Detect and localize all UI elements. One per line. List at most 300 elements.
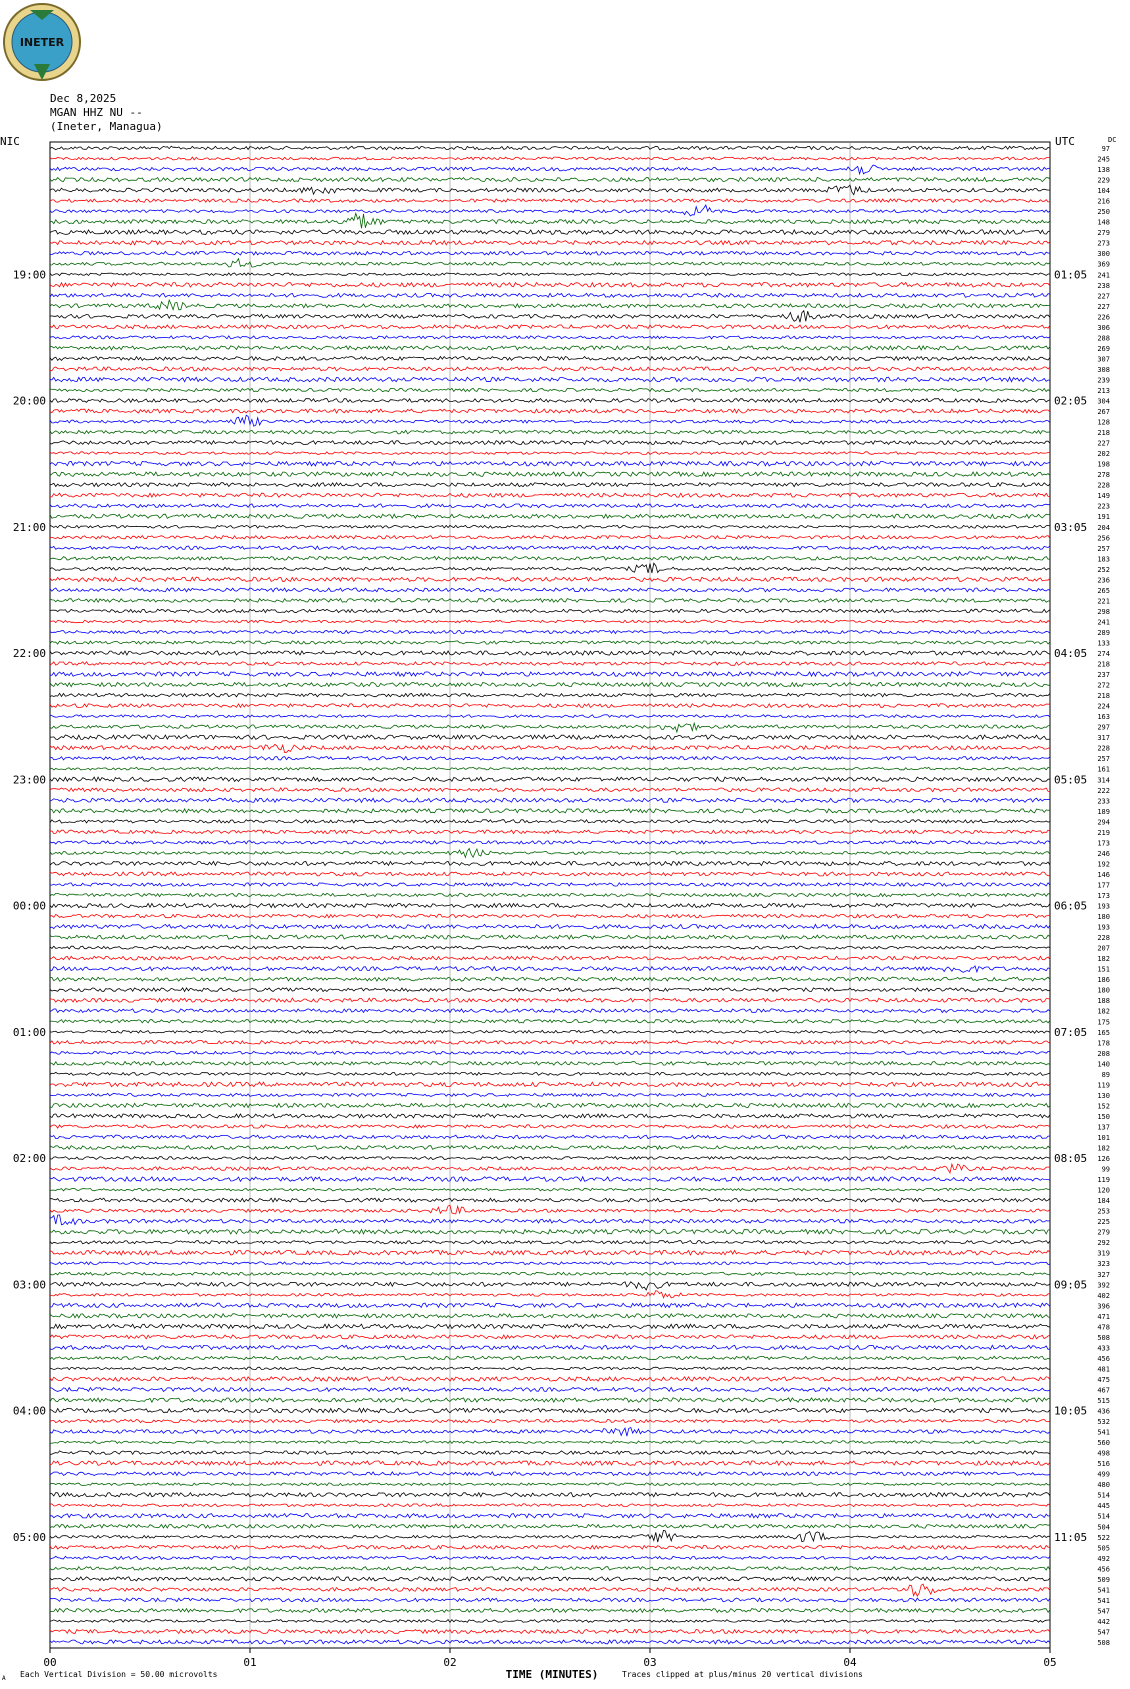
right-hour-label: 11:05 <box>1054 1530 1088 1544</box>
seismic-trace <box>50 788 1050 792</box>
dc-offset-label: 137 <box>1097 1123 1110 1132</box>
seismic-trace <box>50 1272 1050 1275</box>
dc-offset-label: 241 <box>1097 271 1110 280</box>
seismic-trace <box>50 1356 1050 1359</box>
x-tick-label: 00 <box>43 1656 57 1669</box>
dc-offset-label: 436 <box>1097 1407 1110 1416</box>
seismic-trace <box>50 1177 1050 1182</box>
dc-offset-label: 508 <box>1097 1639 1110 1647</box>
seismic-trace <box>50 641 1050 644</box>
seismic-trace <box>50 588 1050 592</box>
seismic-trace <box>50 988 1050 992</box>
left-hour-label: 05:00 <box>12 1530 46 1544</box>
seismic-trace <box>50 1388 1050 1392</box>
station-id: MGAN HHZ NU -- <box>50 106 143 119</box>
seismic-trace <box>50 1514 1050 1518</box>
dc-offset-label: 119 <box>1097 1176 1110 1185</box>
dc-offset-label: 560 <box>1097 1439 1110 1448</box>
dc-offset-label: 238 <box>1097 281 1110 290</box>
dc-offset-label: 481 <box>1097 1365 1110 1374</box>
left-hour-label: 04:00 <box>12 1404 46 1418</box>
dc-offset-label: 514 <box>1097 1512 1110 1521</box>
dc-offset-label: 178 <box>1097 1039 1110 1048</box>
seismic-trace <box>50 956 1050 960</box>
dc-offset-label: 269 <box>1097 344 1110 353</box>
seismic-trace <box>50 1303 1050 1307</box>
seismic-trace <box>50 620 1050 623</box>
seismic-trace <box>50 165 1050 174</box>
seismic-trace <box>50 1367 1050 1370</box>
dc-offset-label: 204 <box>1097 523 1110 532</box>
dc-offset-label: 218 <box>1097 429 1110 438</box>
dc-offset-label: 475 <box>1097 1375 1110 1384</box>
dc-offset-label: 314 <box>1097 776 1110 785</box>
seismic-trace <box>50 1524 1050 1528</box>
seismic-trace <box>50 1205 1050 1213</box>
dc-offset-label: 177 <box>1097 881 1110 890</box>
dc-offset-label: 182 <box>1097 955 1110 964</box>
dc-offset-label: 256 <box>1097 534 1110 543</box>
seismic-trace <box>50 357 1050 361</box>
seismic-trace <box>50 599 1050 603</box>
seismic-trace <box>50 536 1050 539</box>
seismic-trace <box>50 1051 1050 1054</box>
seismic-trace <box>50 1250 1050 1255</box>
seismic-trace <box>50 283 1050 288</box>
seismic-trace <box>50 715 1050 718</box>
seismic-trace <box>50 493 1050 497</box>
right-hour-label: 04:05 <box>1054 647 1088 661</box>
seismic-trace <box>50 483 1050 487</box>
logo-text: INETER <box>19 36 65 49</box>
seismic-trace <box>50 1030 1050 1033</box>
seismic-trace <box>50 1609 1050 1613</box>
seismic-trace <box>50 1009 1050 1013</box>
seismic-trace <box>50 1451 1050 1455</box>
dc-offset-label: 233 <box>1097 797 1110 806</box>
dc-offset-label: 152 <box>1097 1102 1110 1111</box>
seismic-trace <box>50 1135 1050 1139</box>
seismic-trace <box>50 744 1050 752</box>
seismic-trace <box>50 311 1050 323</box>
seismic-trace <box>50 777 1050 781</box>
seismic-trace <box>50 367 1050 371</box>
right-hour-label: 08:05 <box>1054 1152 1088 1166</box>
dc-offset-label: 505 <box>1097 1544 1110 1553</box>
dc-offset-label: 149 <box>1097 492 1110 501</box>
dc-offset-label: 273 <box>1097 239 1110 248</box>
dc-offset-label: 130 <box>1097 1091 1110 1100</box>
seismic-trace <box>50 1577 1050 1581</box>
dc-offset-label: 222 <box>1097 786 1110 795</box>
dc-offset-label: 227 <box>1097 439 1110 448</box>
scale-note: Each Vertical Division = 50.00 microvolts <box>20 1670 218 1679</box>
seismic-trace <box>50 1188 1050 1191</box>
right-hour-label: 10:05 <box>1054 1404 1088 1418</box>
right-hour-label: 02:05 <box>1054 394 1088 408</box>
dc-offset-label: 128 <box>1097 418 1110 427</box>
dc-offset-label: 467 <box>1097 1386 1110 1395</box>
seismic-trace <box>50 861 1050 865</box>
seismic-trace <box>50 273 1050 276</box>
seismic-trace <box>50 1324 1050 1329</box>
right-timezone-label: UTC <box>1055 135 1075 148</box>
dc-offset-label: 173 <box>1097 892 1110 900</box>
dc-offset-label: 126 <box>1097 1155 1110 1164</box>
dc-offset-label: 369 <box>1097 260 1110 269</box>
dc-offset-label: 161 <box>1097 765 1110 774</box>
dc-offset-label: 221 <box>1097 597 1110 606</box>
seismic-trace <box>50 1441 1050 1444</box>
dc-offset-label: 227 <box>1097 292 1110 301</box>
seismic-trace <box>50 1620 1050 1623</box>
dc-offset-label: 257 <box>1097 755 1110 764</box>
dc-offset-label: 541 <box>1097 1428 1110 1437</box>
dc-offset-label: 265 <box>1097 586 1110 595</box>
dc-offset-label: 317 <box>1097 734 1110 743</box>
dc-offset-label: 471 <box>1097 1312 1110 1321</box>
clip-note: Traces clipped at plus/minus 20 vertical divisions <box>622 1670 863 1679</box>
dc-offset-label: 541 <box>1097 1586 1110 1595</box>
dc-offset-label: 272 <box>1097 681 1110 690</box>
seismic-trace <box>50 199 1050 202</box>
seismic-trace <box>50 1062 1050 1066</box>
x-tick-label: 01 <box>243 1656 257 1669</box>
dc-offset-label: 306 <box>1097 323 1110 332</box>
seismic-trace <box>50 1598 1050 1602</box>
dc-offset-label: 304 <box>1097 397 1110 406</box>
seismic-trace <box>50 430 1050 434</box>
dc-offset-label: 516 <box>1097 1460 1110 1469</box>
dc-offset-label: 133 <box>1097 639 1110 648</box>
dc-offset-label: 297 <box>1097 723 1110 732</box>
dc-offset-label: 191 <box>1097 513 1110 522</box>
dc-offset-label: 241 <box>1097 618 1110 627</box>
dc-offset-label: 267 <box>1097 408 1110 417</box>
dc-offset-label: 456 <box>1097 1354 1110 1363</box>
seismic-trace <box>50 293 1050 297</box>
seismic-trace <box>50 662 1050 666</box>
right-hour-label: 09:05 <box>1054 1278 1088 1292</box>
seismic-trace <box>50 1164 1050 1173</box>
seismic-trace <box>50 1504 1050 1507</box>
dc-offset-label: 165 <box>1097 1028 1110 1037</box>
seismic-trace <box>50 1041 1050 1045</box>
dc-offset-label: 225 <box>1097 1218 1110 1227</box>
dc-offset-label: 239 <box>1097 376 1110 385</box>
dc-offset-label: 189 <box>1097 807 1110 816</box>
seismic-trace <box>50 1428 1050 1437</box>
dc-offset-label: 228 <box>1097 934 1110 943</box>
seismic-trace <box>50 1630 1050 1634</box>
dc-offset-label: 499 <box>1097 1470 1110 1479</box>
plot-frame <box>50 142 1050 1648</box>
dc-offset-label: 208 <box>1097 1049 1110 1058</box>
seismic-trace <box>50 241 1050 245</box>
seismic-trace <box>50 704 1050 708</box>
seismic-trace <box>50 1157 1050 1160</box>
seismic-trace <box>50 830 1050 834</box>
dc-offset-label: 504 <box>1097 1523 1110 1532</box>
seismic-trace <box>50 577 1050 581</box>
seismic-trace <box>50 1198 1050 1202</box>
seismic-trace <box>50 388 1050 391</box>
seismic-trace <box>50 1461 1050 1465</box>
seismic-trace <box>50 259 1050 267</box>
seismic-trace <box>50 809 1050 813</box>
dc-offset-label: 101 <box>1097 1133 1110 1142</box>
seismic-trace <box>50 1314 1050 1318</box>
seismic-trace <box>50 735 1050 739</box>
dc-offset-label: 308 <box>1097 365 1110 374</box>
seismic-trace <box>50 461 1050 466</box>
dc-offset-label: 163 <box>1097 713 1110 722</box>
seismic-trace <box>50 1103 1050 1107</box>
dc-offset-label: 150 <box>1097 1112 1110 1121</box>
right-hour-label: 03:05 <box>1054 520 1088 534</box>
dc-offset-label: 182 <box>1097 1144 1110 1153</box>
x-tick-label: 04 <box>843 1656 857 1669</box>
dc-offset-label: 138 <box>1097 166 1110 175</box>
dc-offset-label: 442 <box>1097 1617 1110 1626</box>
seismic-trace <box>50 924 1050 928</box>
seismic-trace <box>50 415 1050 426</box>
dc-offset-label: 327 <box>1097 1270 1110 1279</box>
seismic-trace <box>50 798 1050 802</box>
seismic-trace <box>50 346 1050 350</box>
seismic-trace <box>50 1408 1050 1412</box>
seismic-trace <box>50 1345 1050 1349</box>
dc-offset-label: 541 <box>1097 1596 1110 1605</box>
seismic-trace <box>50 441 1050 445</box>
plot-date: Dec 8,2025 <box>50 92 117 105</box>
dc-offset-label: 97 <box>1101 145 1110 153</box>
left-hour-label: 03:00 <box>12 1278 46 1292</box>
dc-offset-label: 509 <box>1097 1575 1110 1584</box>
seismic-trace <box>50 399 1050 403</box>
dc-offset-label: 445 <box>1097 1502 1110 1511</box>
seismic-trace <box>50 946 1050 949</box>
seismic-trace <box>50 409 1050 413</box>
dc-offset-label: 184 <box>1097 1197 1110 1206</box>
left-hour-label: 21:00 <box>12 520 46 534</box>
dc-offset-label: 498 <box>1097 1449 1110 1458</box>
dc-offset-label: 224 <box>1097 702 1110 711</box>
seismic-trace <box>50 1114 1050 1118</box>
seismic-trace <box>50 683 1050 687</box>
dc-column-label: DC <box>1108 136 1117 144</box>
seismic-trace <box>50 205 1050 216</box>
left-hour-label: 19:00 <box>12 268 46 282</box>
dc-offset-label: 182 <box>1097 1007 1110 1016</box>
seismic-trace <box>50 563 1050 573</box>
seismic-trace <box>50 1020 1050 1023</box>
dc-offset-label: 515 <box>1097 1397 1110 1406</box>
x-tick-label: 02 <box>443 1656 457 1669</box>
dc-offset-label: 219 <box>1097 828 1110 837</box>
seismic-trace <box>50 903 1050 907</box>
corner-mark: A <box>2 1675 6 1682</box>
seismic-trace <box>50 883 1050 886</box>
dc-offset-label: 89 <box>1101 1070 1110 1079</box>
seismic-trace <box>50 1530 1050 1542</box>
seismic-trace <box>50 1567 1050 1570</box>
seismic-trace <box>50 1483 1050 1486</box>
dc-offset-label: 323 <box>1097 1260 1110 1269</box>
seismic-trace <box>50 213 1050 228</box>
seismic-trace <box>50 1215 1050 1225</box>
left-hour-label: 00:00 <box>12 899 46 913</box>
dc-offset-label: 492 <box>1097 1554 1110 1563</box>
dc-offset-label: 175 <box>1097 1018 1110 1027</box>
dc-offset-label: 279 <box>1097 1228 1110 1237</box>
left-hour-label: 01:00 <box>12 1025 46 1039</box>
seismic-trace <box>50 651 1050 655</box>
right-hour-label: 01:05 <box>1054 268 1088 282</box>
left-hour-label: 22:00 <box>12 647 46 661</box>
dc-offset-label: 213 <box>1097 386 1110 395</box>
seismic-trace <box>50 1398 1050 1402</box>
dc-offset-label: 480 <box>1097 1481 1110 1490</box>
seismic-trace <box>50 672 1050 677</box>
seismic-trace <box>50 1072 1050 1075</box>
dc-offset-label: 104 <box>1097 187 1110 196</box>
dc-offset-label: 300 <box>1097 250 1110 259</box>
dc-offset-label: 508 <box>1097 1333 1110 1342</box>
left-hour-label: 02:00 <box>12 1152 46 1166</box>
seismic-trace <box>50 1082 1050 1087</box>
dc-offset-label: 228 <box>1097 744 1110 753</box>
dc-offset-label: 188 <box>1097 997 1110 1006</box>
seismic-trace <box>50 525 1050 528</box>
right-hour-label: 07:05 <box>1054 1025 1088 1039</box>
dc-offset-label: 246 <box>1097 849 1110 858</box>
dc-offset-label: 207 <box>1097 944 1110 953</box>
seismic-trace <box>50 377 1050 382</box>
seismic-trace <box>50 1420 1050 1423</box>
left-hour-label: 20:00 <box>12 394 46 408</box>
dc-offset-label: 237 <box>1097 671 1110 680</box>
seismic-trace <box>50 1146 1050 1150</box>
seismic-trace <box>50 841 1050 844</box>
dc-offset-label: 99 <box>1101 1165 1110 1174</box>
dc-offset-label: 396 <box>1097 1302 1110 1311</box>
seismic-trace <box>50 230 1050 235</box>
dc-offset-label: 186 <box>1097 976 1110 985</box>
dc-offset-label: 279 <box>1097 229 1110 238</box>
dc-offset-label: 192 <box>1097 860 1110 869</box>
seismic-trace <box>50 1241 1050 1244</box>
seismic-trace <box>50 452 1050 455</box>
seismic-trace <box>50 557 1050 561</box>
dc-offset-label: 173 <box>1097 839 1110 848</box>
dc-offset-label: 218 <box>1097 660 1110 669</box>
dc-offset-label: 253 <box>1097 1207 1110 1216</box>
seismic-trace <box>50 631 1050 634</box>
dc-offset-label: 292 <box>1097 1239 1110 1248</box>
seismic-trace <box>50 693 1050 697</box>
seismic-trace <box>50 514 1050 518</box>
seismic-trace <box>50 185 1050 195</box>
dc-offset-label: 294 <box>1097 818 1110 827</box>
seismic-trace <box>50 820 1050 823</box>
seismic-trace <box>50 1282 1050 1290</box>
dc-offset-label: 218 <box>1097 692 1110 701</box>
dc-offset-label: 392 <box>1097 1281 1110 1290</box>
dc-offset-label: 252 <box>1097 565 1110 574</box>
dc-offset-label: 274 <box>1097 650 1110 659</box>
left-timezone-label: NIC <box>0 135 20 148</box>
seismic-trace <box>50 1584 1050 1596</box>
dc-offset-label: 193 <box>1097 923 1110 932</box>
dc-offset-label: 402 <box>1097 1291 1110 1300</box>
seismic-trace <box>50 157 1050 160</box>
seismic-trace <box>50 546 1050 549</box>
dc-offset-label: 547 <box>1097 1607 1110 1616</box>
seismic-trace <box>50 1262 1050 1265</box>
x-axis-label: TIME (MINUTES) <box>505 1668 599 1681</box>
x-tick-label: 05 <box>1043 1656 1057 1669</box>
dc-offset-label: 216 <box>1097 197 1110 206</box>
seismic-trace <box>50 914 1050 918</box>
seismic-trace <box>50 1125 1050 1128</box>
right-hour-label: 05:05 <box>1054 773 1088 787</box>
dc-offset-label: 319 <box>1097 1249 1110 1258</box>
dc-offset-label: 180 <box>1097 986 1110 995</box>
dc-offset-label: 456 <box>1097 1565 1110 1574</box>
dc-offset-label: 514 <box>1097 1491 1110 1500</box>
seismic-trace <box>50 1229 1050 1234</box>
seismic-trace <box>50 1556 1050 1559</box>
seismic-trace <box>50 251 1050 255</box>
seismic-trace <box>50 1545 1050 1549</box>
seismic-trace <box>50 1472 1050 1476</box>
dc-offset-label: 180 <box>1097 913 1110 922</box>
seismic-trace <box>50 472 1050 477</box>
seismic-trace <box>50 325 1050 329</box>
dc-offset-label: 433 <box>1097 1344 1110 1353</box>
dc-offset-label: 202 <box>1097 450 1110 459</box>
seismic-trace <box>50 178 1050 182</box>
dc-offset-label: 120 <box>1097 1186 1110 1195</box>
dc-offset-label: 289 <box>1097 628 1110 637</box>
dc-offset-label: 522 <box>1097 1533 1110 1542</box>
dc-offset-label: 198 <box>1097 460 1110 469</box>
right-hour-label: 06:05 <box>1054 899 1088 913</box>
dc-offset-label: 223 <box>1097 502 1110 511</box>
seismic-trace <box>50 609 1050 613</box>
dc-offset-label: 119 <box>1097 1081 1110 1090</box>
dc-offset-label: 250 <box>1097 208 1110 217</box>
seismic-trace <box>50 504 1050 508</box>
dc-offset-label: 226 <box>1097 313 1110 322</box>
seismic-trace <box>50 966 1050 972</box>
dc-offset-label: 140 <box>1097 1060 1110 1069</box>
seismic-trace <box>50 849 1050 858</box>
dc-offset-label: 148 <box>1097 218 1110 227</box>
seismic-trace <box>50 872 1050 876</box>
dc-offset-label: 183 <box>1097 555 1110 564</box>
dc-offset-label: 298 <box>1097 607 1110 616</box>
seismic-trace <box>50 1335 1050 1339</box>
dc-offset-label: 257 <box>1097 544 1110 553</box>
seismic-trace <box>50 1093 1050 1096</box>
seismic-trace <box>50 757 1050 760</box>
seismic-trace <box>50 935 1050 939</box>
dc-offset-label: 228 <box>1097 481 1110 490</box>
dc-offset-label: 227 <box>1097 302 1110 311</box>
seismic-trace <box>50 1493 1050 1497</box>
